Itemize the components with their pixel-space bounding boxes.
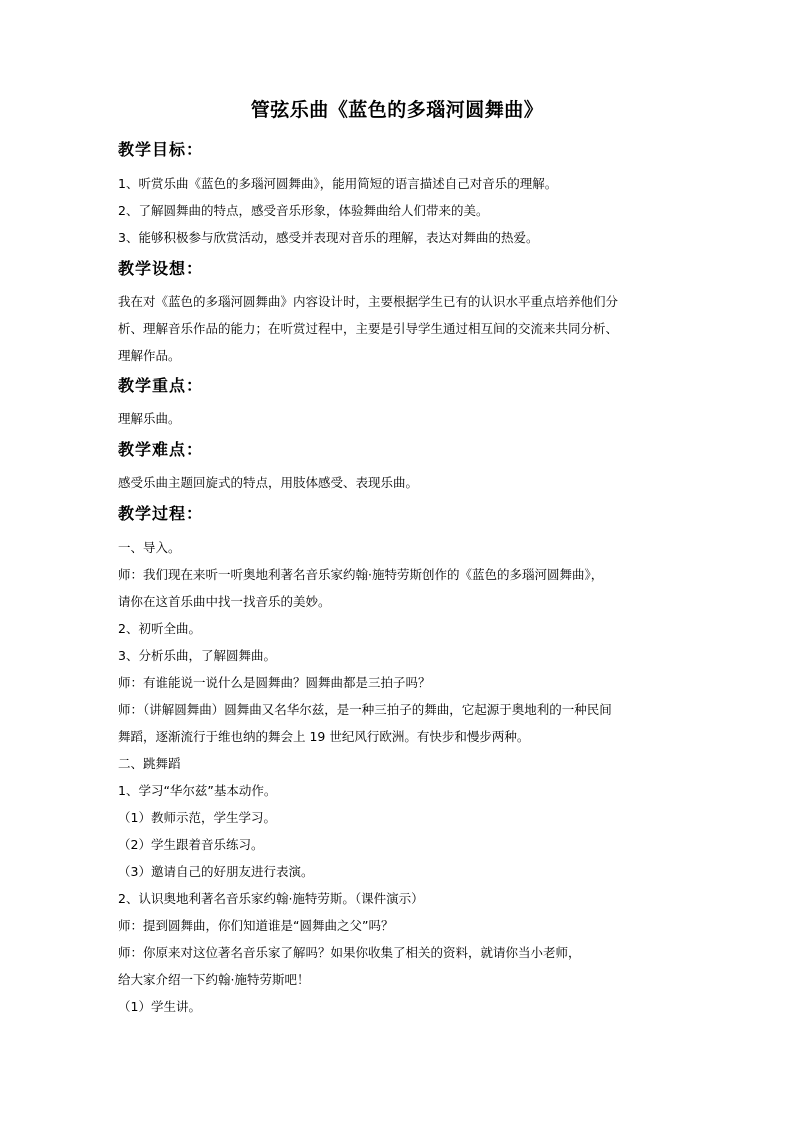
goal-item: 3、能够积极参与欣赏活动，感受并表现对音乐的理解，表达对舞曲的热爱。 [118, 230, 539, 245]
process-line: （1）学生讲。 [118, 999, 201, 1014]
document-title: 管弦乐曲《蓝色的多瑙河圆舞曲》 [250, 99, 544, 121]
process-line: 师：提到圆舞曲，你们知道谁是“圆舞曲之父”吗？ [118, 918, 394, 933]
heading-process: 教学过程： [118, 504, 204, 523]
heading-focus: 教学重点： [118, 376, 204, 395]
process-line: 请你在这首乐曲中找一找音乐的美妙。 [118, 594, 331, 609]
process-line: 师：（讲解圆舞曲）圆舞曲又名华尔兹，是一种三拍子的舞曲，它起源于奥地利的一种民间 [118, 702, 612, 717]
process-line: 一、导入。 [118, 540, 181, 555]
process-line: 师：我们现在来听一听奥地利著名音乐家约翰·施特劳斯创作的《蓝色的多瑙河圆舞曲》， [118, 567, 604, 582]
process-line: 师：你原来对这位著名音乐家了解吗？如果你收集了相关的资料，就请你当小老师， [118, 945, 581, 960]
process-line: 2、初听全曲。 [118, 621, 201, 636]
process-line: 1、学习“华尔兹”基本动作。 [118, 783, 277, 798]
concept-line: 理解作品。 [118, 348, 181, 363]
heading-goals: 教学目标： [118, 140, 204, 159]
concept-line: 我在对《蓝色的多瑙河圆舞曲》内容设计时，主要根据学生已有的认识水平重点培养他们分 [118, 294, 619, 309]
process-line: （1）教师示范，学生学习。 [118, 810, 276, 825]
focus-line: 理解乐曲。 [118, 411, 181, 426]
process-line: 3、分析乐曲，了解圆舞曲。 [118, 648, 276, 663]
process-line: （3）邀请自己的好朋友进行表演。 [118, 864, 314, 879]
process-line: 二、跳舞蹈 [118, 756, 181, 771]
process-line: 2、认识奥地利著名音乐家约翰·施特劳斯。（课件演示） [118, 891, 424, 906]
process-line: 舞蹈，逐渐流行于维也纳的舞会上 19 世纪风行欧洲。有快步和慢步两种。 [118, 729, 530, 744]
process-line: （2）学生跟着音乐练习。 [118, 837, 264, 852]
heading-difficulty: 教学难点： [118, 440, 204, 459]
concept-line: 析、理解音乐作品的能力；在听赏过程中，主要是引导学生通过相互间的交流来共同分析、 [118, 321, 619, 336]
goal-item: 1、听赏乐曲《蓝色的多瑙河圆舞曲》，能用简短的语言描述自己对音乐的理解。 [118, 176, 558, 191]
heading-concept: 教学设想： [118, 259, 204, 278]
process-line: 给大家介绍一下约翰·施特劳斯吧！ [118, 972, 310, 987]
goal-item: 2、了解圆舞曲的特点，感受音乐形象，体验舞曲给人们带来的美。 [118, 203, 489, 218]
difficulty-line: 感受乐曲主题回旋式的特点，用肢体感受、表现乐曲。 [118, 475, 419, 490]
process-line: 师：有谁能说一说什么是圆舞曲？圆舞曲都是三拍子吗？ [118, 675, 431, 690]
